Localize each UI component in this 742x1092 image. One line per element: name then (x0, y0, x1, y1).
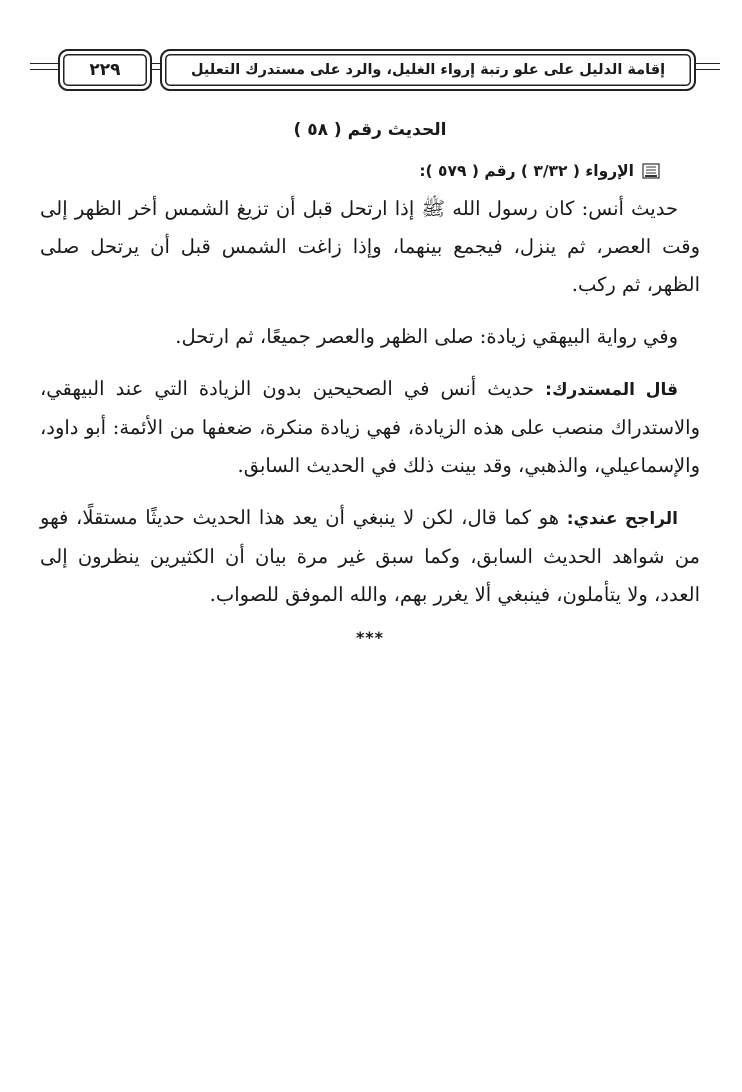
header-rule-left-top (30, 63, 60, 64)
page-number: ٢٢٩ (58, 49, 152, 91)
page-body (40, 120, 700, 647)
rajih-label: الراجح عندي: (566, 509, 678, 529)
book-icon (642, 163, 660, 179)
hadith-number-heading: الحديث رقم ( ٥٨ ) (293, 120, 447, 140)
rajih-paragraph (40, 499, 700, 614)
header-rule-right-bottom (694, 69, 720, 70)
source-label: الإرواء ( ٣/٣٢ ) رقم ( ٥٧٩ ): (419, 162, 634, 180)
rajih-text: هو كما قال، لكن لا ينبغي أن يعد هذا الحديث حديثًا مستقلًا، فهو من شواهد الحديث السابق، وكما سبق غير مرة بيان أن الكثيرين ينظرون إلى العدد، ولا يتأملون، فينبغي ألا يغرر بهم، والله الموفق للصواب. (40, 506, 700, 606)
source-reference (40, 162, 700, 180)
mustadrik-paragraph (40, 370, 700, 485)
bayhaqi-text: وفي رواية البيهقي زيادة: صلى الظهر والعصر جميعًا، ثم ارتحل. (175, 325, 678, 348)
section-separator: *** (355, 628, 385, 647)
mustadrik-label: قال المستدرك: (545, 380, 678, 400)
header-rule-left-bottom (30, 69, 60, 70)
mustadrik-text: حديث أنس في الصحيحين بدون الزيادة التي عند البيهقي، والاستدراك منصب على هذه الزيادة، فهي زيادة منكرة، ضعفها من الأئمة: أبو داود، والإسماعيلي، والذهبي، وقد بينت ذلك في الحديث السابق. (40, 377, 700, 477)
page-header (30, 46, 720, 92)
running-title: إقامة الدليل على علو رتبة إرواء الغليل، والرد على مستدرك التعليل (160, 49, 696, 91)
hadith-text: حديث أنس: كان رسول الله ﷺ إذا ارتحل قبل أن تزيغ الشمس أخر الظهر إلى وقت العصر، ثم ينزل، فيجمع بينهما، وإذا زاغت الشمس قبل أن يرتحل صلى الظهر، ثم ركب. (40, 197, 700, 296)
header-rule-right-top (694, 63, 720, 64)
